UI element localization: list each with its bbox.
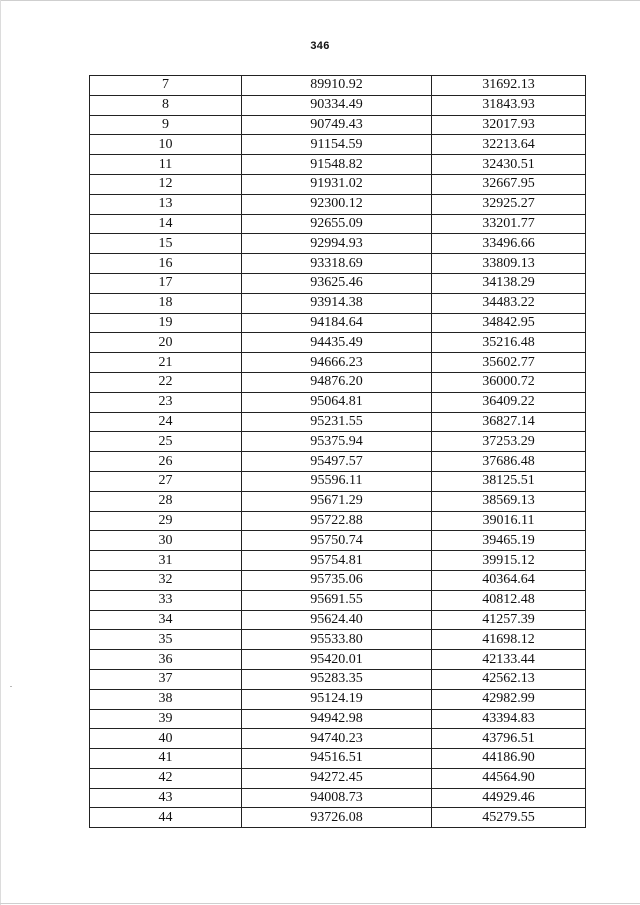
x-value-cell: 94942.98: [242, 709, 432, 729]
point-number-cell: 36: [90, 650, 242, 670]
x-value-cell: 93625.46: [242, 273, 432, 293]
x-value-cell: 94876.20: [242, 372, 432, 392]
x-value-cell: 91931.02: [242, 174, 432, 194]
table-row: [90, 491, 586, 511]
table-row: [90, 808, 586, 828]
coordinate-table: [89, 75, 586, 828]
y-value-cell: 42562.13: [432, 669, 586, 689]
table-row: [90, 689, 586, 709]
x-value-cell: 95735.06: [242, 570, 432, 590]
x-value-cell: 95750.74: [242, 531, 432, 551]
x-value-cell: 95722.88: [242, 511, 432, 531]
point-number-cell: 42: [90, 768, 242, 788]
table-row: [90, 333, 586, 353]
point-number-cell: 35: [90, 630, 242, 650]
point-number-cell: 29: [90, 511, 242, 531]
table-row: [90, 174, 586, 194]
point-number-cell: 15: [90, 234, 242, 254]
y-value-cell: 41257.39: [432, 610, 586, 630]
table-row: [90, 234, 586, 254]
y-value-cell: 38125.51: [432, 471, 586, 491]
y-value-cell: 32213.64: [432, 135, 586, 155]
y-value-cell: 34842.95: [432, 313, 586, 333]
y-value-cell: 37686.48: [432, 452, 586, 472]
x-value-cell: 95231.55: [242, 412, 432, 432]
table-row: [90, 531, 586, 551]
x-value-cell: 95064.81: [242, 392, 432, 412]
table-row: [90, 709, 586, 729]
table-row: [90, 313, 586, 333]
y-value-cell: 32667.95: [432, 174, 586, 194]
table-row: [90, 669, 586, 689]
y-value-cell: 39915.12: [432, 551, 586, 571]
point-number-cell: 9: [90, 115, 242, 135]
table-row: [90, 452, 586, 472]
x-value-cell: 95497.57: [242, 452, 432, 472]
x-value-cell: 95420.01: [242, 650, 432, 670]
table-row: [90, 392, 586, 412]
point-number-cell: 31: [90, 551, 242, 571]
table-row: [90, 254, 586, 274]
table-row: [90, 630, 586, 650]
y-value-cell: 38569.13: [432, 491, 586, 511]
y-value-cell: 45279.55: [432, 808, 586, 828]
x-value-cell: 95533.80: [242, 630, 432, 650]
table-row: [90, 432, 586, 452]
x-value-cell: 92994.93: [242, 234, 432, 254]
table-row: [90, 511, 586, 531]
point-number-cell: 41: [90, 749, 242, 769]
table-row: [90, 788, 586, 808]
x-value-cell: 89910.92: [242, 76, 432, 96]
y-value-cell: 42982.99: [432, 689, 586, 709]
table-row: [90, 729, 586, 749]
y-value-cell: 31692.13: [432, 76, 586, 96]
y-value-cell: 36000.72: [432, 372, 586, 392]
point-number-cell: 34: [90, 610, 242, 630]
table-row: [90, 749, 586, 769]
x-value-cell: 92300.12: [242, 194, 432, 214]
y-value-cell: 32017.93: [432, 115, 586, 135]
x-value-cell: 95375.94: [242, 432, 432, 452]
point-number-cell: 13: [90, 194, 242, 214]
table-row: [90, 570, 586, 590]
table-row: [90, 372, 586, 392]
x-value-cell: 94666.23: [242, 353, 432, 373]
y-value-cell: 41698.12: [432, 630, 586, 650]
page-edge-top: [0, 0, 640, 1]
point-number-cell: 26: [90, 452, 242, 472]
scan-speck: [10, 686, 12, 687]
y-value-cell: 43796.51: [432, 729, 586, 749]
point-number-cell: 38: [90, 689, 242, 709]
x-value-cell: 92655.09: [242, 214, 432, 234]
table-row: [90, 590, 586, 610]
table-row: [90, 194, 586, 214]
point-number-cell: 43: [90, 788, 242, 808]
page-number: 346: [310, 40, 330, 52]
table-row: [90, 412, 586, 432]
point-number-cell: 44: [90, 808, 242, 828]
point-number-cell: 21: [90, 353, 242, 373]
point-number-cell: 17: [90, 273, 242, 293]
x-value-cell: 95691.55: [242, 590, 432, 610]
x-value-cell: 90334.49: [242, 95, 432, 115]
y-value-cell: 40364.64: [432, 570, 586, 590]
y-value-cell: 31843.93: [432, 95, 586, 115]
x-value-cell: 93318.69: [242, 254, 432, 274]
y-value-cell: 39016.11: [432, 511, 586, 531]
x-value-cell: 93914.38: [242, 293, 432, 313]
table-row: [90, 95, 586, 115]
point-number-cell: 16: [90, 254, 242, 274]
y-value-cell: 34138.29: [432, 273, 586, 293]
y-value-cell: 36827.14: [432, 412, 586, 432]
y-value-cell: 35216.48: [432, 333, 586, 353]
y-value-cell: 36409.22: [432, 392, 586, 412]
y-value-cell: 34483.22: [432, 293, 586, 313]
point-number-cell: 8: [90, 95, 242, 115]
y-value-cell: 42133.44: [432, 650, 586, 670]
point-number-cell: 30: [90, 531, 242, 551]
table-row: [90, 135, 586, 155]
point-number-cell: 25: [90, 432, 242, 452]
y-value-cell: 33201.77: [432, 214, 586, 234]
y-value-cell: 33496.66: [432, 234, 586, 254]
table-row: [90, 551, 586, 571]
x-value-cell: 91154.59: [242, 135, 432, 155]
y-value-cell: 44186.90: [432, 749, 586, 769]
y-value-cell: 33809.13: [432, 254, 586, 274]
y-value-cell: 32925.27: [432, 194, 586, 214]
point-number-cell: 7: [90, 76, 242, 96]
point-number-cell: 24: [90, 412, 242, 432]
y-value-cell: 44564.90: [432, 768, 586, 788]
point-number-cell: 23: [90, 392, 242, 412]
table-row: [90, 155, 586, 175]
x-value-cell: 94184.64: [242, 313, 432, 333]
x-value-cell: 95754.81: [242, 551, 432, 571]
x-value-cell: 94008.73: [242, 788, 432, 808]
x-value-cell: 94435.49: [242, 333, 432, 353]
table-row: [90, 76, 586, 96]
x-value-cell: 95124.19: [242, 689, 432, 709]
x-value-cell: 95624.40: [242, 610, 432, 630]
x-value-cell: 94516.51: [242, 749, 432, 769]
point-number-cell: 18: [90, 293, 242, 313]
table-row: [90, 273, 586, 293]
table-body: [90, 76, 586, 828]
point-number-cell: 12: [90, 174, 242, 194]
point-number-cell: 19: [90, 313, 242, 333]
y-value-cell: 35602.77: [432, 353, 586, 373]
x-value-cell: 94740.23: [242, 729, 432, 749]
x-value-cell: 91548.82: [242, 155, 432, 175]
x-value-cell: 94272.45: [242, 768, 432, 788]
x-value-cell: 95596.11: [242, 471, 432, 491]
point-number-cell: 27: [90, 471, 242, 491]
point-number-cell: 37: [90, 669, 242, 689]
y-value-cell: 32430.51: [432, 155, 586, 175]
table-row: [90, 115, 586, 135]
point-number-cell: 40: [90, 729, 242, 749]
y-value-cell: 37253.29: [432, 432, 586, 452]
table-row: [90, 214, 586, 234]
y-value-cell: 39465.19: [432, 531, 586, 551]
point-number-cell: 32: [90, 570, 242, 590]
point-number-cell: 39: [90, 709, 242, 729]
point-number-cell: 22: [90, 372, 242, 392]
table-row: [90, 293, 586, 313]
table-row: [90, 353, 586, 373]
table-row: [90, 768, 586, 788]
point-number-cell: 11: [90, 155, 242, 175]
x-value-cell: 90749.43: [242, 115, 432, 135]
point-number-cell: 10: [90, 135, 242, 155]
table-row: [90, 650, 586, 670]
y-value-cell: 40812.48: [432, 590, 586, 610]
y-value-cell: 43394.83: [432, 709, 586, 729]
x-value-cell: 93726.08: [242, 808, 432, 828]
point-number-cell: 14: [90, 214, 242, 234]
y-value-cell: 44929.46: [432, 788, 586, 808]
point-number-cell: 20: [90, 333, 242, 353]
x-value-cell: 95283.35: [242, 669, 432, 689]
point-number-cell: 28: [90, 491, 242, 511]
table-row: [90, 471, 586, 491]
page-edge-left: [0, 0, 1, 905]
point-number-cell: 33: [90, 590, 242, 610]
table-row: [90, 610, 586, 630]
x-value-cell: 95671.29: [242, 491, 432, 511]
page-edge-bottom: [0, 903, 640, 904]
